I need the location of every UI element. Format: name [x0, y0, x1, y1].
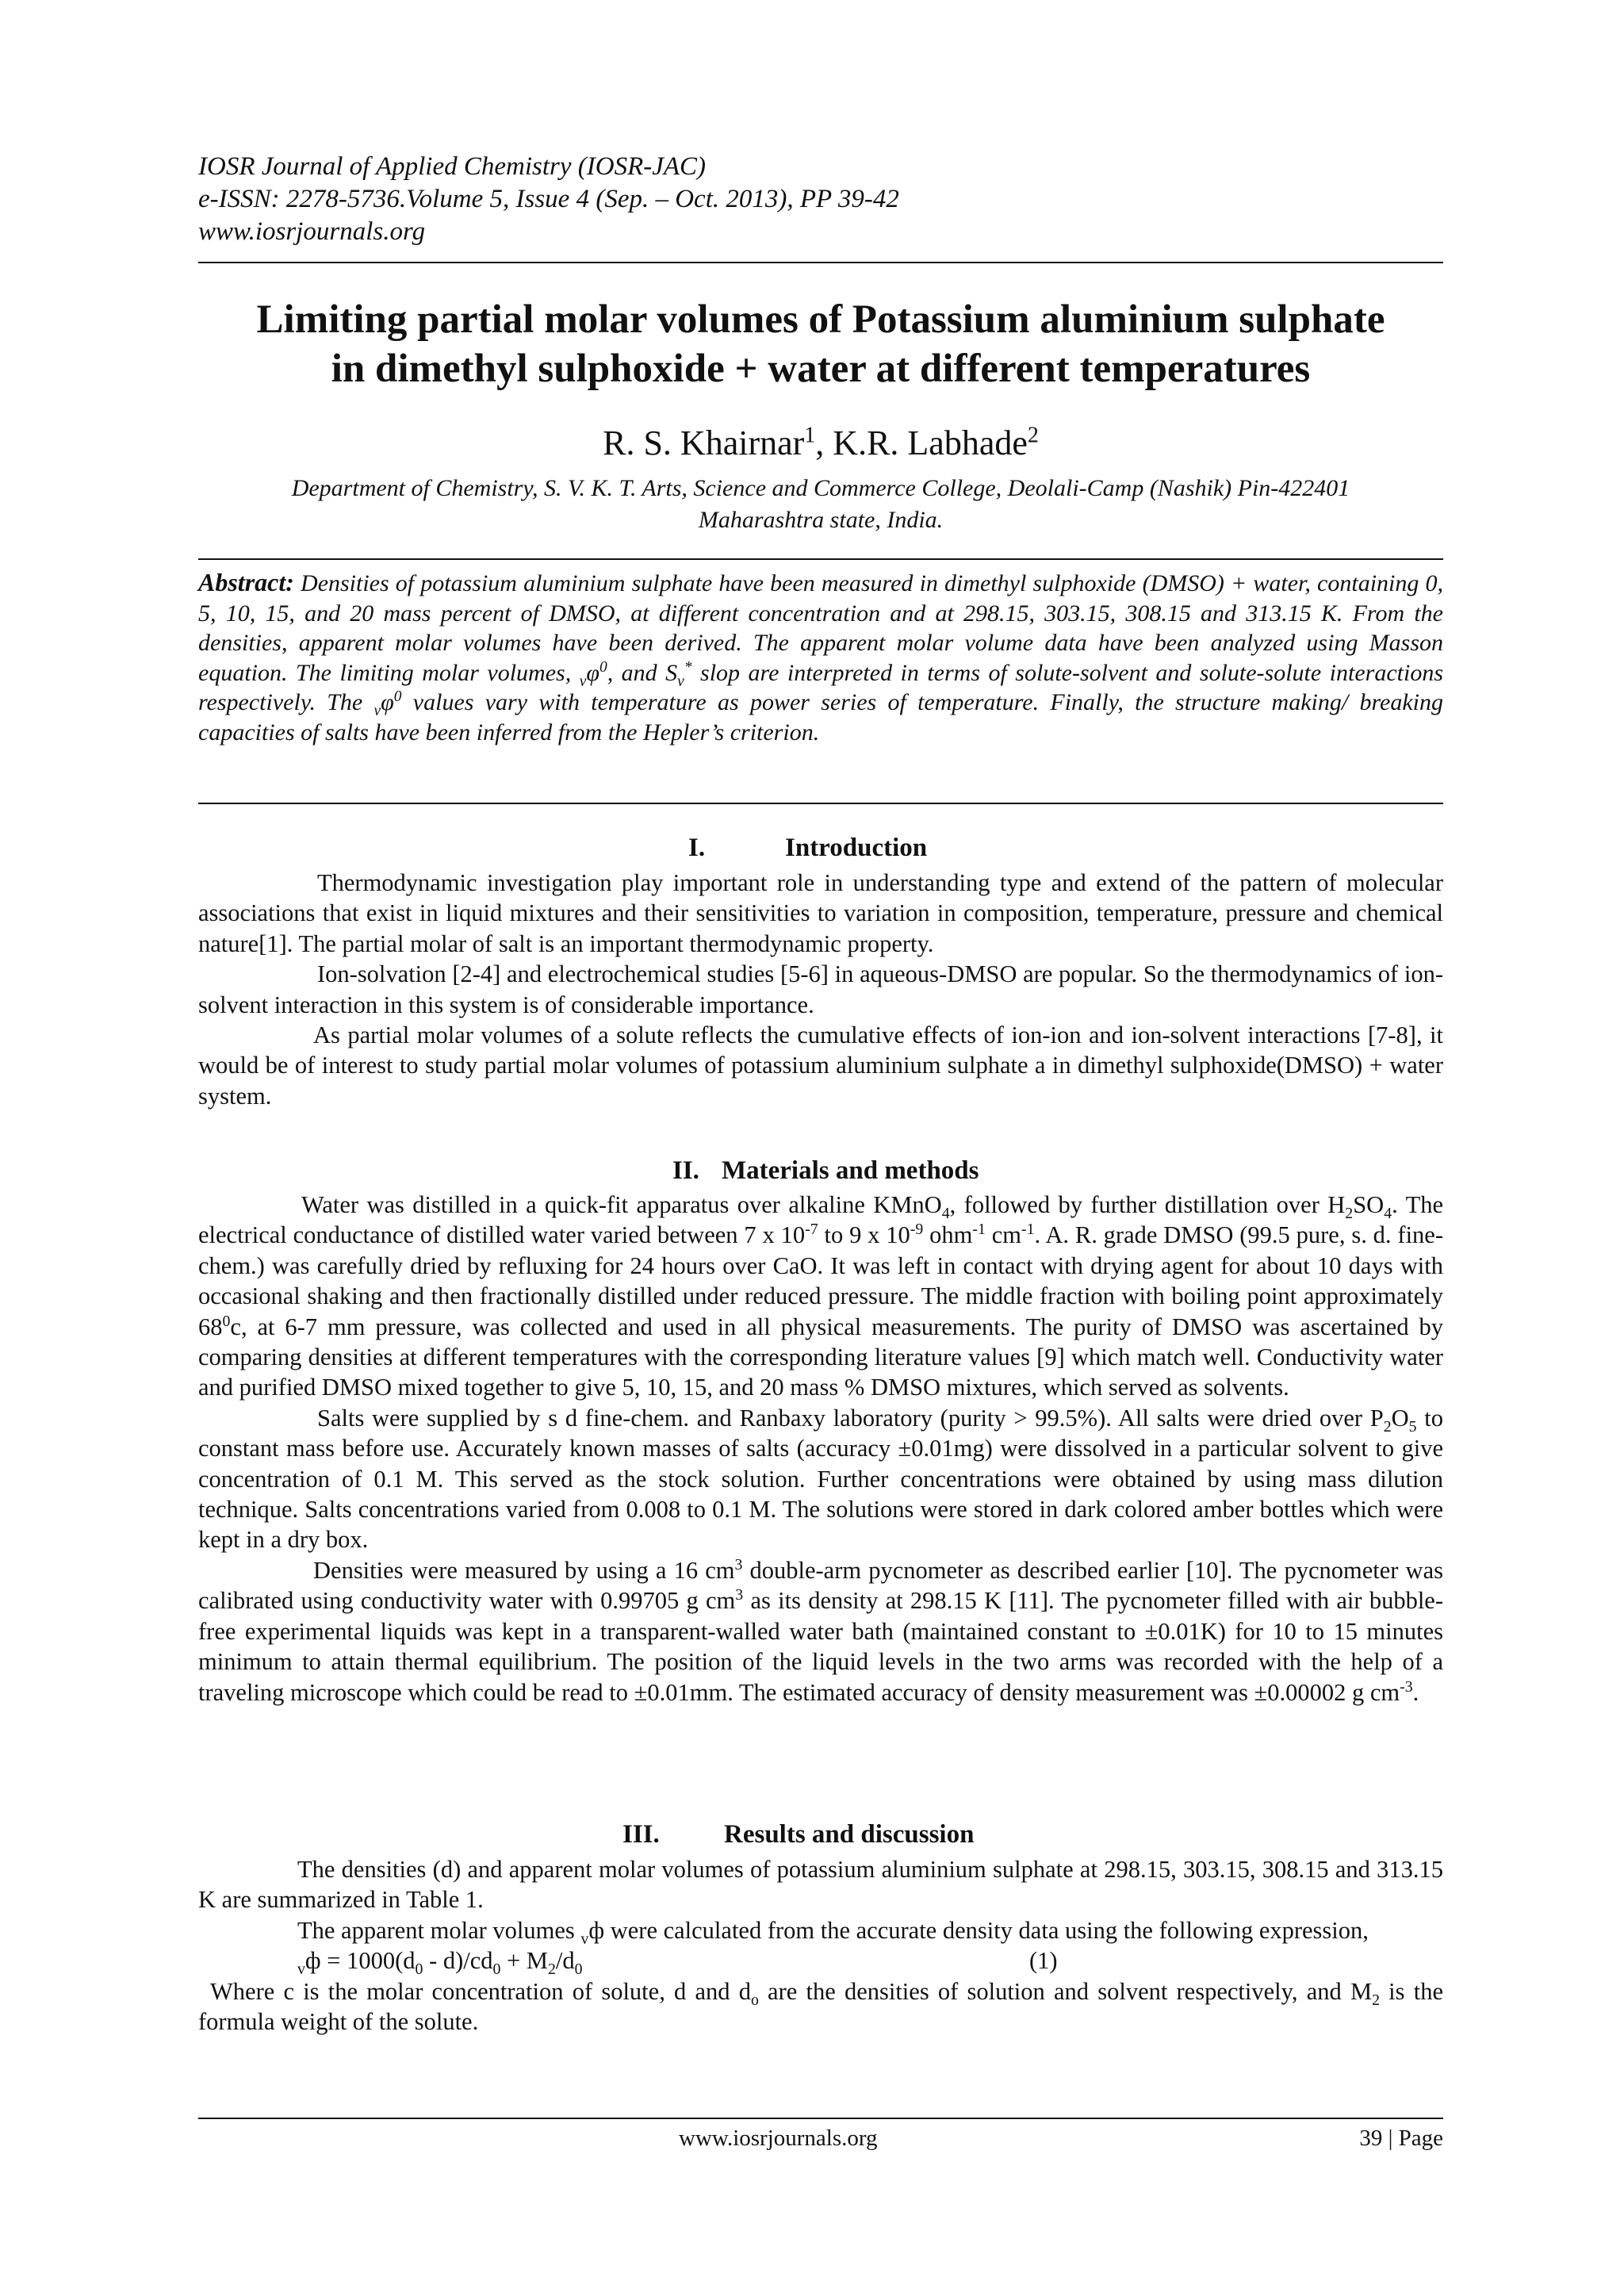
footer-rule: [198, 2118, 1443, 2119]
footer-url: www.iosrjournals.org: [679, 2125, 878, 2151]
paragraph: Densities were measured by using a 16 $cm^3$ double-arm pycnometer as described earlier [10]. The pycnometer was calibrated using conductivity water with 0.99705 g $cm^3$ as its density at 298.15 K [11]. The pycnometer filled with air bubble-free experimental liquids was kept in a transparent-walled water bath (maintained constant to ±0.01K) for 10 to 15 minutes minimum to attain thermal equilibrium. The position of the liquid levels in the two arms was recorded with the help of a traveling microscope which could be read to ±0.01mm. The estimated accuracy of density measurement was ±0.00002 g $cm^{-3}$.: [198, 1555, 1443, 1706]
equation-1: $_vф = 1000(d_0 - d)/cd_0 + M_2/d_0$ (1): [297, 1947, 1058, 1979]
paper-title: [198, 295, 1443, 393]
materials-methods-body: [198, 1190, 1443, 1708]
journal-page: IOSR Journal of Applied Chemistry (IOSR-JAC) e-ISSN: 2278-5736.Volume 5, Issue 4 (Sep. – Oct. 2013), PP 39-42 www.iosrjournals.org Limiting partial molar volumes of Potassium aluminium sulphate in dimethyl sulphoxide + water at different temperatures R. S. Khairnar$^1$, K.R. Labhade$^2$ Department of Chemistry, S. V. K. T. Arts, Science and Commerce College, Deolali-Camp (Nashik) Pin-422401 Maharashtra state, India. Abstract: Densities of potassium aluminium sulphate have been measured in dimethyl sulphoxide (DMSO) + water, containing 0, 5, 10, 15, and 20 mass percent of DMSO, at different concentration and at 298.15, 303.15, 308.15 and 313.15 K. From the densities, apparent molar volumes have been derived. The apparent molar volume data have been analyzed using Masson equation. The limiting molar volumes, $_v\varphi^0$, and $S_v^*$ slop are interpreted in terms of solute-solvent and solute-solute interactions respectively. The $_v\varphi^0$ values vary with temperature as power series of temperature. Finally, the structure making/ breaking capacities of salts have been inferred from the Hepler’s criterion. I. Introduction Thermodynamic investigation play important role in understanding type and extend of the pattern of molecular associations that exist in liquid mixtures and their sensitivities to variation in composition, temperature, pressure and chemical nature[1]. The partial molar of salt is an important thermodynamic property. Ion-solvation [2-4] and electrochemical studies [5-6] in aqueous-DMSO are popular. So the thermodynamics of ion-solvent interaction in this system is of considerable importance. As partial molar volumes of a solute reflects the cumulative effects of ion-ion and ion-solvent interactions [7-8], it would be of interest to study partial molar volumes of potassium aluminium sulphate a in dimethyl sulphoxide(DMSO) + water system. II. Materials and methods Water was distilled in a quick-fit apparatus over alkaline KMnO$_4$, followed by further distillation over $H_2SO_4$. The electrical conductance of distilled water varied between 7 x $10^{-7}$ to 9 x $10^{-9}$ ohm$^{-1}$ $cm^{-1}$. A. R. grade DMSO (99.5 pure, s. d. fine-chem.) was carefully dried by refluxing for 24 hours over CaO. It was left in contact with drying agent for about 10 days with occasional shaking and then fractionally distilled under reduced pressure. The middle fraction with boiling point approximately $68^0c$, at 6-7 mm pressure, was collected and used in all physical measurements. The purity of DMSO was ascertained by comparing densities at different temperatures with the corresponding literature values [9] which match well. Conductivity water and purified DMSO mixed together to give 5, 10, 15, and 20 mass % DMSO mixtures, which served as solvents. Salts were supplied by s d fine-chem. and Ranbaxy laboratory (purity > 99.5%). All salts were dried over $P_2O_5$ to constant mass before use. Accurately known masses of salts (accuracy ±0.01mg) were dissolved in a particular solvent to give concentration of 0.1 M. This served as the stock solution. Further concentrations were obtained by using mass dilution technique. Salts concentrations varied from 0.008 to 0.1 M. The solutions were stored in dark colored amber bottles which were kept in a dry box. Densities were measured by using a 16 $cm^3$ double-arm pycnometer as described earlier [10]. The pycnometer was calibrated using conductivity water with 0.99705 g $cm^3$ as its density at 298.15 K [11]. The pycnometer filled with air bubble-free experimental liquids was kept in a transparent-walled water bath (maintained constant to ±0.01K) for 10 to 15 minutes minimum to attain thermal equilibrium. The position of the liquid levels in the two arms was recorded with the help of a traveling microscope which could be read to ±0.01mm. The estimated accuracy of density measurement was ±0.00002 g $cm^{-3}$. III. Results and discussion The densities (d) and apparent molar volumes of potassium aluminium sulphate at 298.15, 303.15, 308.15 and 313.15 K are summarized in Table 1. The apparent molar volumes $_v$ф were calculated from the accurate density data using the following expression, $_vф = 1000(d_0 - d)/cd_0 + M_2/d_0$ (1) Where c is the molar concentration of solute, d and $d_o$ are the densities of solution and solvent respectively, and $M_2$ is the formula weight of the solute. www.iosrjournals.org 39 | Page: [198, 152, 1443, 2151]
paragraph: Water was distilled in a quick-fit apparatus over alkaline KMnO$_4$, followed by further distillation over $H_2SO_4$. The electrical conductance of distilled water varied between 7 x $10^{-7}$ to 9 x $10^{-9}$ ohm$^{-1}$ $cm^{-1}$. A. R. grade DMSO (99.5 pure, s. d. fine-chem.) was carefully dried by refluxing for 24 hours over CaO. It was left in contact with drying agent for about 10 days with occasional shaking and then fractionally distilled under reduced pressure. The middle fraction with boiling point approximately $68^0c$, at 6-7 mm pressure, was collected and used in all physical measurements. The purity of DMSO was ascertained by comparing densities at different temperatures with the corresponding literature values [9] which match well. Conductivity water and purified DMSO mixed together to give 5, 10, 15, and 20 mass % DMSO mixtures, which served as solvents.: [198, 1191, 1443, 1401]
abstract: Abstract: Densities of potassium aluminium sulphate have been measured in dimethyl sulphoxide (DMSO) + water, containing 0, 5, 10, 15, and 20 mass percent of DMSO, at different concentration and at 298.15, 303.15, 308.15 and 313.15 K. From the densities, apparent molar volumes have been derived. The apparent molar volume data have been analyzed using Masson equation. The limiting molar volumes, $_v\varphi^0$, and $S_v^*$ slop are interpreted in terms of solute-solvent and solute-solute interactions respectively. The $_v\varphi^0$ values vary with temperature as power series of temperature. Finally, the structure making/ breaking capacities of salts have been inferred from the Hepler’s criterion.: [198, 568, 1443, 746]
paragraph: Ion-solvation [2-4] and electrochemical studies [5-6] in aqueous-DMSO are popular. So the thermodynamics of ion-solvent interaction in this system is of considerable importance.: [198, 960, 1443, 1018]
author-2: K.R. Labhade: [833, 424, 1028, 462]
author-1-affil-mark: 1: [804, 423, 816, 448]
journal-name: IOSR Journal of Applied Chemistry (IOSR-JAC): [198, 152, 707, 181]
paragraph: The densities (d) and apparent molar volumes of potassium aluminium sulphate at 298.15, 303.15, 308.15 and 313.15 K are summarized in Table 1.: [198, 1856, 1443, 1914]
journal-header: [198, 151, 1443, 248]
introduction-body: [198, 868, 1443, 1111]
paragraph: Salts were supplied by s d fine-chem. and Ranbaxy laboratory (purity > 99.5%). All salts were dried over $P_2O_5$ to constant mass before use. Accurately known masses of salts (accuracy ±0.01mg) were dissolved in a particular solvent to give concentration of 0.1 M. This served as the stock solution. Further concentrations were obtained by using mass dilution technique. Salts concentrations varied from 0.008 to 0.1 M. The solutions were stored in dark colored amber bottles which were kept in a dry box.: [198, 1404, 1443, 1554]
author-2-affil-mark: 2: [1027, 423, 1039, 448]
abstract-bottom-rule: [198, 803, 1443, 804]
abstract-top-rule: [198, 558, 1443, 560]
journal-issn: e-ISSN: 2278-5736.Volume 5, Issue 4 (Sep. – Oct. 2013), PP 39-42: [198, 185, 899, 213]
abstract-label: Abstract:: [198, 568, 294, 596]
page-number: 39 | Page: [1359, 2125, 1443, 2151]
title-line-2: in dimethyl sulphoxide + water at different temperatures: [331, 347, 1311, 391]
author-1: R. S. Khairnar: [603, 424, 805, 462]
paragraph: Thermodynamic investigation play important role in understanding type and extend of the pattern of molecular associations that exist in liquid mixtures and their sensitivities to variation in composition, temperature, pressure and chemical nature[1]. The partial molar of salt is an important thermodynamic property.: [198, 869, 1443, 957]
results-body: [198, 1854, 1443, 2037]
author-list: R. S. Khairnar$^1$, K.R. Labhade$^2$: [603, 423, 1039, 462]
journal-website: www.iosrjournals.org: [198, 217, 426, 246]
title-line-1: Limiting partial molar volumes of Potassium aluminium sulphate: [256, 297, 1385, 342]
equation-number: (1): [1029, 1947, 1058, 1975]
header-rule: [198, 262, 1443, 263]
paragraph: The apparent molar volumes $_v$ф were calculated from the accurate density data using the following expression,: [297, 1916, 1369, 1948]
paragraph: As partial molar volumes of a solute reflects the cumulative effects of ion-ion and ion-solvent interactions [7-8], it would be of interest to study partial molar volumes of potassium aluminium sulphate a in dimethyl sulphoxide(DMSO) + water system.: [198, 1022, 1443, 1110]
affiliation: Department of Chemistry, S. V. K. T. Arts, Science and Commerce College, Deolali-Camp (Nashik) Pin-422401 Maharashtra state, India.: [291, 475, 1350, 533]
paragraph: Where c is the molar concentration of solute, d and $d_o$ are the densities of solution and solvent respectively, and $M_2$ is the formula weight of the solute.: [198, 1977, 1443, 2036]
